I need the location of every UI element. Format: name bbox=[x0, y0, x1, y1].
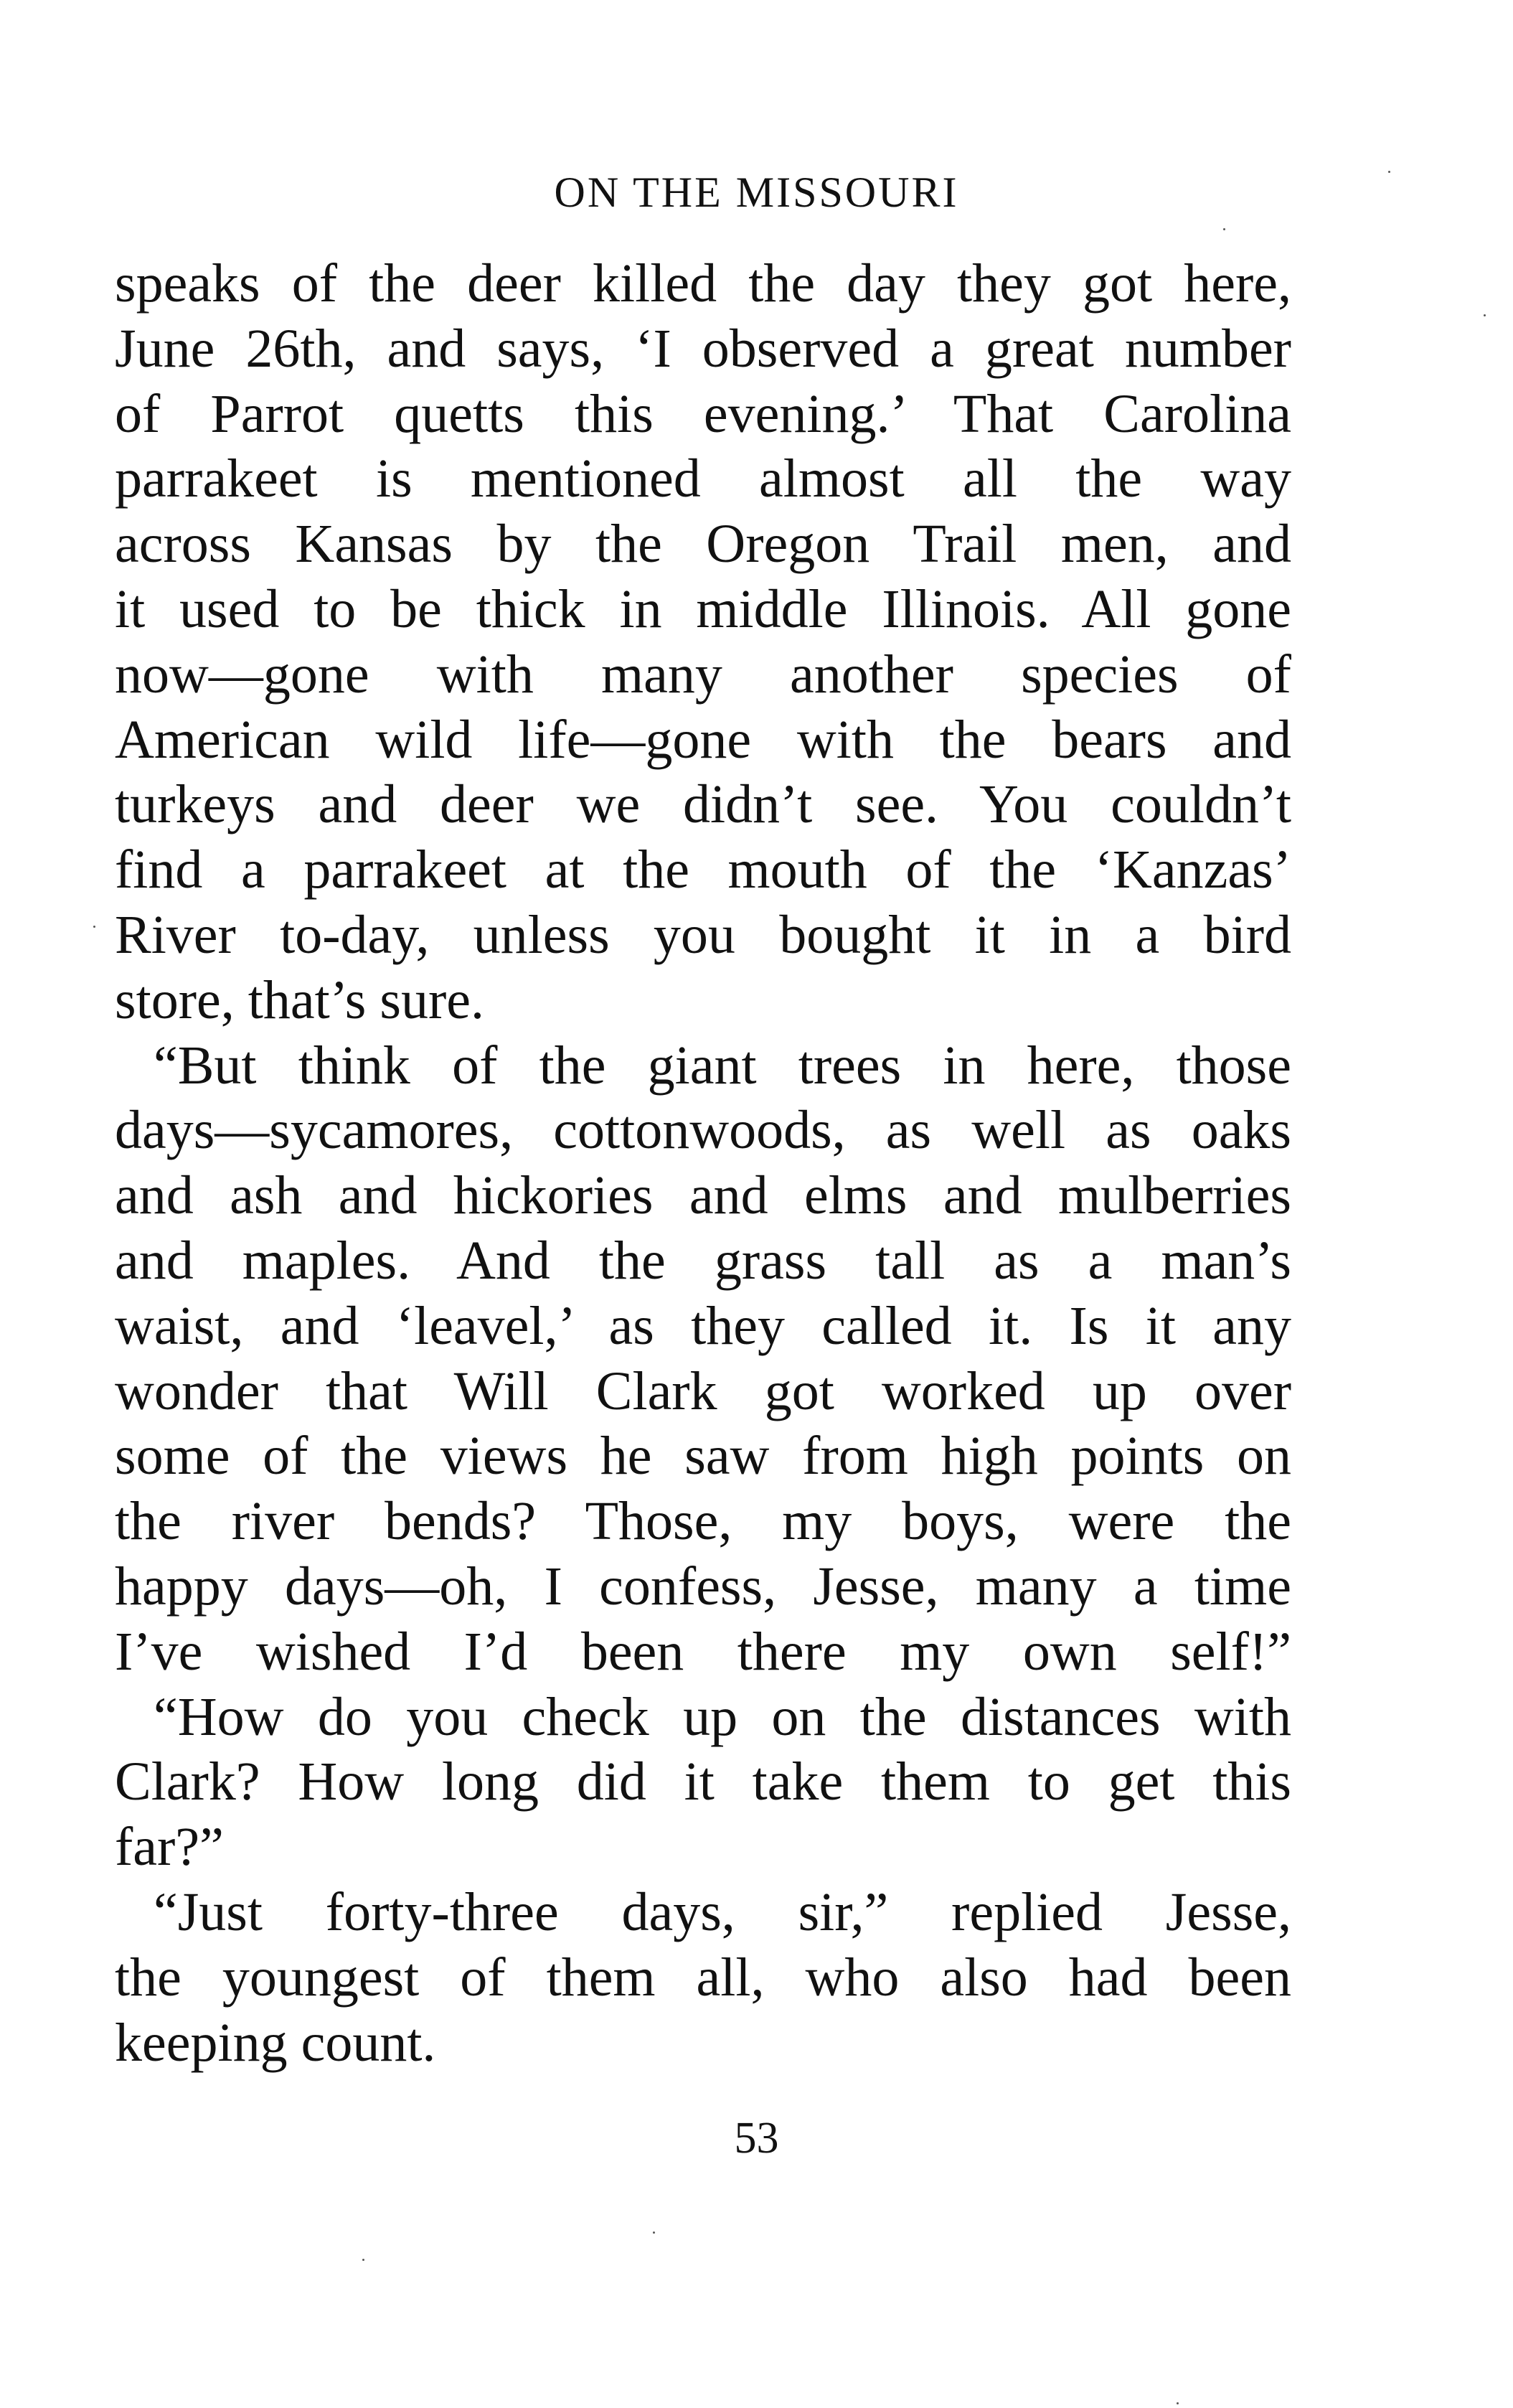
body-text bbox=[115, 251, 1291, 2075]
text-line: keeping count. bbox=[115, 2012, 436, 2073]
text-line: of Parrot quetts this evening.’ That Carolina bbox=[115, 383, 1291, 444]
scan-speck bbox=[1223, 228, 1225, 230]
text-line: speaks of the deer killed the day they got here, bbox=[115, 253, 1291, 314]
scan-speck bbox=[362, 2259, 364, 2261]
text-line: and maples. And the grass tall as a man’s bbox=[115, 1230, 1291, 1291]
text-line: the youngest of them all, who also had been bbox=[115, 1947, 1291, 2008]
text-line: I’ve wished I’d been there my own self!” bbox=[115, 1621, 1291, 1682]
running-head: ON THE MISSOURI bbox=[554, 169, 959, 216]
scan-speck bbox=[93, 926, 95, 928]
text-line: American wild life—gone with the bears and bbox=[115, 709, 1291, 770]
text-line: “But think of the giant trees in here, those bbox=[154, 1035, 1291, 1096]
text-line: “How do you check up on the distances with bbox=[154, 1686, 1291, 1747]
page-number: 53 bbox=[734, 2114, 779, 2163]
scan-speck bbox=[653, 2231, 655, 2234]
paragraph-3 bbox=[115, 1685, 1291, 1880]
text-line: parrakeet is mentioned almost all the way bbox=[115, 448, 1291, 509]
paragraph-1 bbox=[115, 251, 1291, 1033]
text-line: store, that’s sure. bbox=[115, 969, 485, 1030]
text-line: now—gone with many another species of bbox=[115, 644, 1291, 705]
text-line: and ash and hickories and elms and mulberries bbox=[115, 1165, 1291, 1226]
scan-speck bbox=[1388, 171, 1390, 173]
text-line: days—sycamores, cottonwoods, as well as oaks bbox=[115, 1100, 1291, 1161]
text-line: far?” bbox=[115, 1817, 224, 1878]
text-line: across Kansas by the Oregon Trail men, and bbox=[115, 514, 1291, 575]
text-line: Clark? How long did it take them to get this bbox=[115, 1751, 1291, 1812]
text-line: the river bends? Those, my boys, were the bbox=[115, 1491, 1291, 1552]
scan-speck bbox=[1177, 2402, 1179, 2404]
paragraph-4 bbox=[115, 1880, 1291, 2075]
text-line: happy days—oh, I confess, Jesse, many a time bbox=[115, 1556, 1291, 1617]
text-line: June 26th, and says, ‘I observed a great number bbox=[115, 318, 1291, 379]
text-line: wonder that Will Clark got worked up over bbox=[115, 1360, 1291, 1421]
paragraph-2 bbox=[115, 1033, 1291, 1685]
text-line: “Just forty-three days, sir,” replied Jesse, bbox=[154, 1881, 1291, 1942]
text-line: find a parrakeet at the mouth of the ‘Kanzas’ bbox=[115, 839, 1291, 900]
text-line: River to-day, unless you bought it in a bird bbox=[115, 904, 1291, 965]
text-line: turkeys and deer we didn’t see. You couldn’t bbox=[115, 774, 1291, 835]
text-line: waist, and ‘leavel,’ as they called it. Is it any bbox=[115, 1295, 1291, 1356]
text-line: some of the views he saw from high points on bbox=[115, 1426, 1291, 1487]
text-line: it used to be thick in middle Illinois. All gone bbox=[115, 578, 1291, 639]
scan-speck bbox=[1484, 314, 1486, 316]
